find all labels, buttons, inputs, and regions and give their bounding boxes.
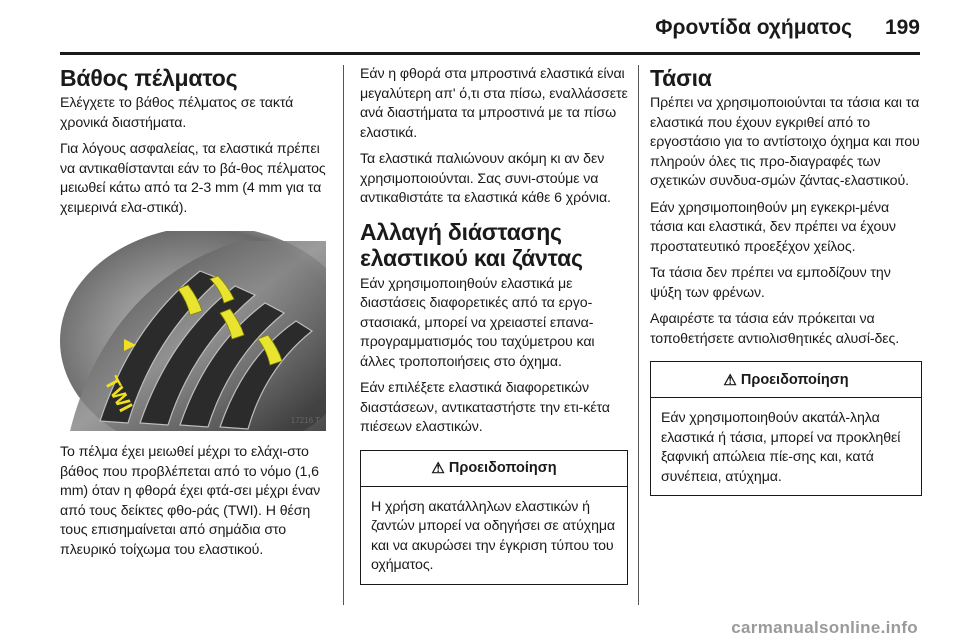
page-header (0, 0, 960, 52)
header-rule (60, 52, 920, 55)
warning-text: Η χρήση ακατάλληλων ελαστικών ή ζαντών μπορεί να οδηγήσει σε ατύχημα και να ακυρώσει την έγκριση τύπου του οχήματος. (371, 498, 616, 573)
section-title: Φροντίδα οχήματος (655, 16, 852, 39)
figure-id: 17216 T (290, 416, 320, 425)
column-tread-depth (60, 65, 330, 567)
warning-triangle-icon: ⚠ (723, 371, 737, 389)
warning-box (360, 450, 628, 585)
warning-header (361, 451, 627, 487)
paragraph: Για λόγους ασφαλείας, τα ελαστικά πρέπει να αντικαθίστανται εάν το βά-θος πέλματος μειωθεί κάτω από τα 2-3 mm (4 mm για τα χειμερινά ελα-στικά). (60, 141, 326, 216)
paragraph: Εάν η φθορά στα μπροστινά ελαστικά είναι μεγαλύτερη απ' ό,τι στα πίσω, εναλλάσσετε ανά διαστήματα τα μπροστινά με τα πίσω ελαστικά. (360, 66, 628, 141)
paragraph: Τα ελαστικά παλιώνουν ακόμη κι αν δεν χρησιμοποιούνται. Σας συνι-στούμε να αντικαθιστάτε τα ελαστικά κάθε 6 χρόνια. (360, 151, 611, 206)
paragraph: Τα τάσια δεν πρέπει να εμποδίζουν την ψύξη των φρένων. (650, 265, 891, 301)
warning-title: Προειδοποίηση (740, 371, 849, 388)
watermark: carmanualsonline.info (731, 618, 918, 637)
twi-label: TWI (99, 373, 137, 416)
warning-body (651, 398, 921, 495)
paragraph: Αφαιρέστε τα τάσια εάν πρόκειται να τοποθετήσετε αντιολισθητικές αλυσί-δες. (650, 311, 900, 347)
paragraph: Το πέλμα έχει μειωθεί μέχρι το ελάχι-στο βάθος που προβλέπεται από το νόμο (1,6 mm) όταν η φθορά έχει φτά-σει μέχρι έναν από τους δείκτες φθο-ράς (TWI). Η θέση τους επισημαίνεται από σημάδια στο πλευρικό τοίχωμα του ελαστικού. (60, 444, 321, 558)
paragraph: Εάν χρησιμοποιηθούν ελαστικά με διαστάσεις διαφορετικές από τα εργο-στασιακά, μπορεί να χρειαστεί επανα-προγραμματισμός του ταχύμετρου και άλλες τροποποιήσεις στο όχημα. (360, 275, 595, 370)
column-divider-1 (343, 65, 344, 605)
heading-tread-depth: Βάθος πέλματος (60, 65, 238, 91)
warning-box (650, 361, 922, 496)
paragraph: Εάν χρησιμοποιηθούν μη εγκεκρι-μένα τάσια και ελαστικά, δεν πρέπει να έχουν προστατευτικό προεξέχον χείλος. (650, 199, 896, 255)
heading-hubcaps: Τάσια (650, 65, 712, 91)
column-divider-2 (638, 65, 639, 605)
page-number: 199 (884, 16, 920, 39)
heading-size-change: Αλλαγή διάστασης ελαστικού και ζάντας (360, 218, 583, 271)
column-hubcaps (650, 65, 922, 496)
warning-header (651, 362, 921, 398)
tread-wear-figure (60, 231, 326, 431)
column-size-change (360, 65, 628, 585)
warning-text: Εάν χρησιμοποιηθούν ακατάλ-ληλα ελαστικά ή τάσια, μπορεί να προκληθεί ξαφνική απώλεια πίε-σης και, κατά συνέπεια, ατύχημα. (661, 410, 901, 485)
warning-title: Προειδοποίηση (448, 460, 557, 476)
warning-body (361, 487, 627, 584)
paragraph: Εάν επιλέξετε ελαστικά διαφορετικών διαστάσεων, αντικαταστήστε την ετι-κέτα πιέσεων ελαστικών. (360, 380, 610, 435)
paragraph: Πρέπει να χρησιμοποιούνται τα τάσια και τα ελαστικά που έχουν εγκριθεί από το εργοστάσιο για το αντίστοιχο όχημα και που πληρούν όλες τις προ-διαγραφές των σχετικών συνδυα-σμών ζάντας-ελαστικού. (650, 95, 920, 189)
tire-tread-illustration (60, 231, 326, 431)
paragraph: Ελέγχετε το βάθος πέλματος σε τακτά χρονικά διαστήματα. (60, 95, 294, 131)
warning-triangle-icon: ⚠ (431, 460, 445, 477)
